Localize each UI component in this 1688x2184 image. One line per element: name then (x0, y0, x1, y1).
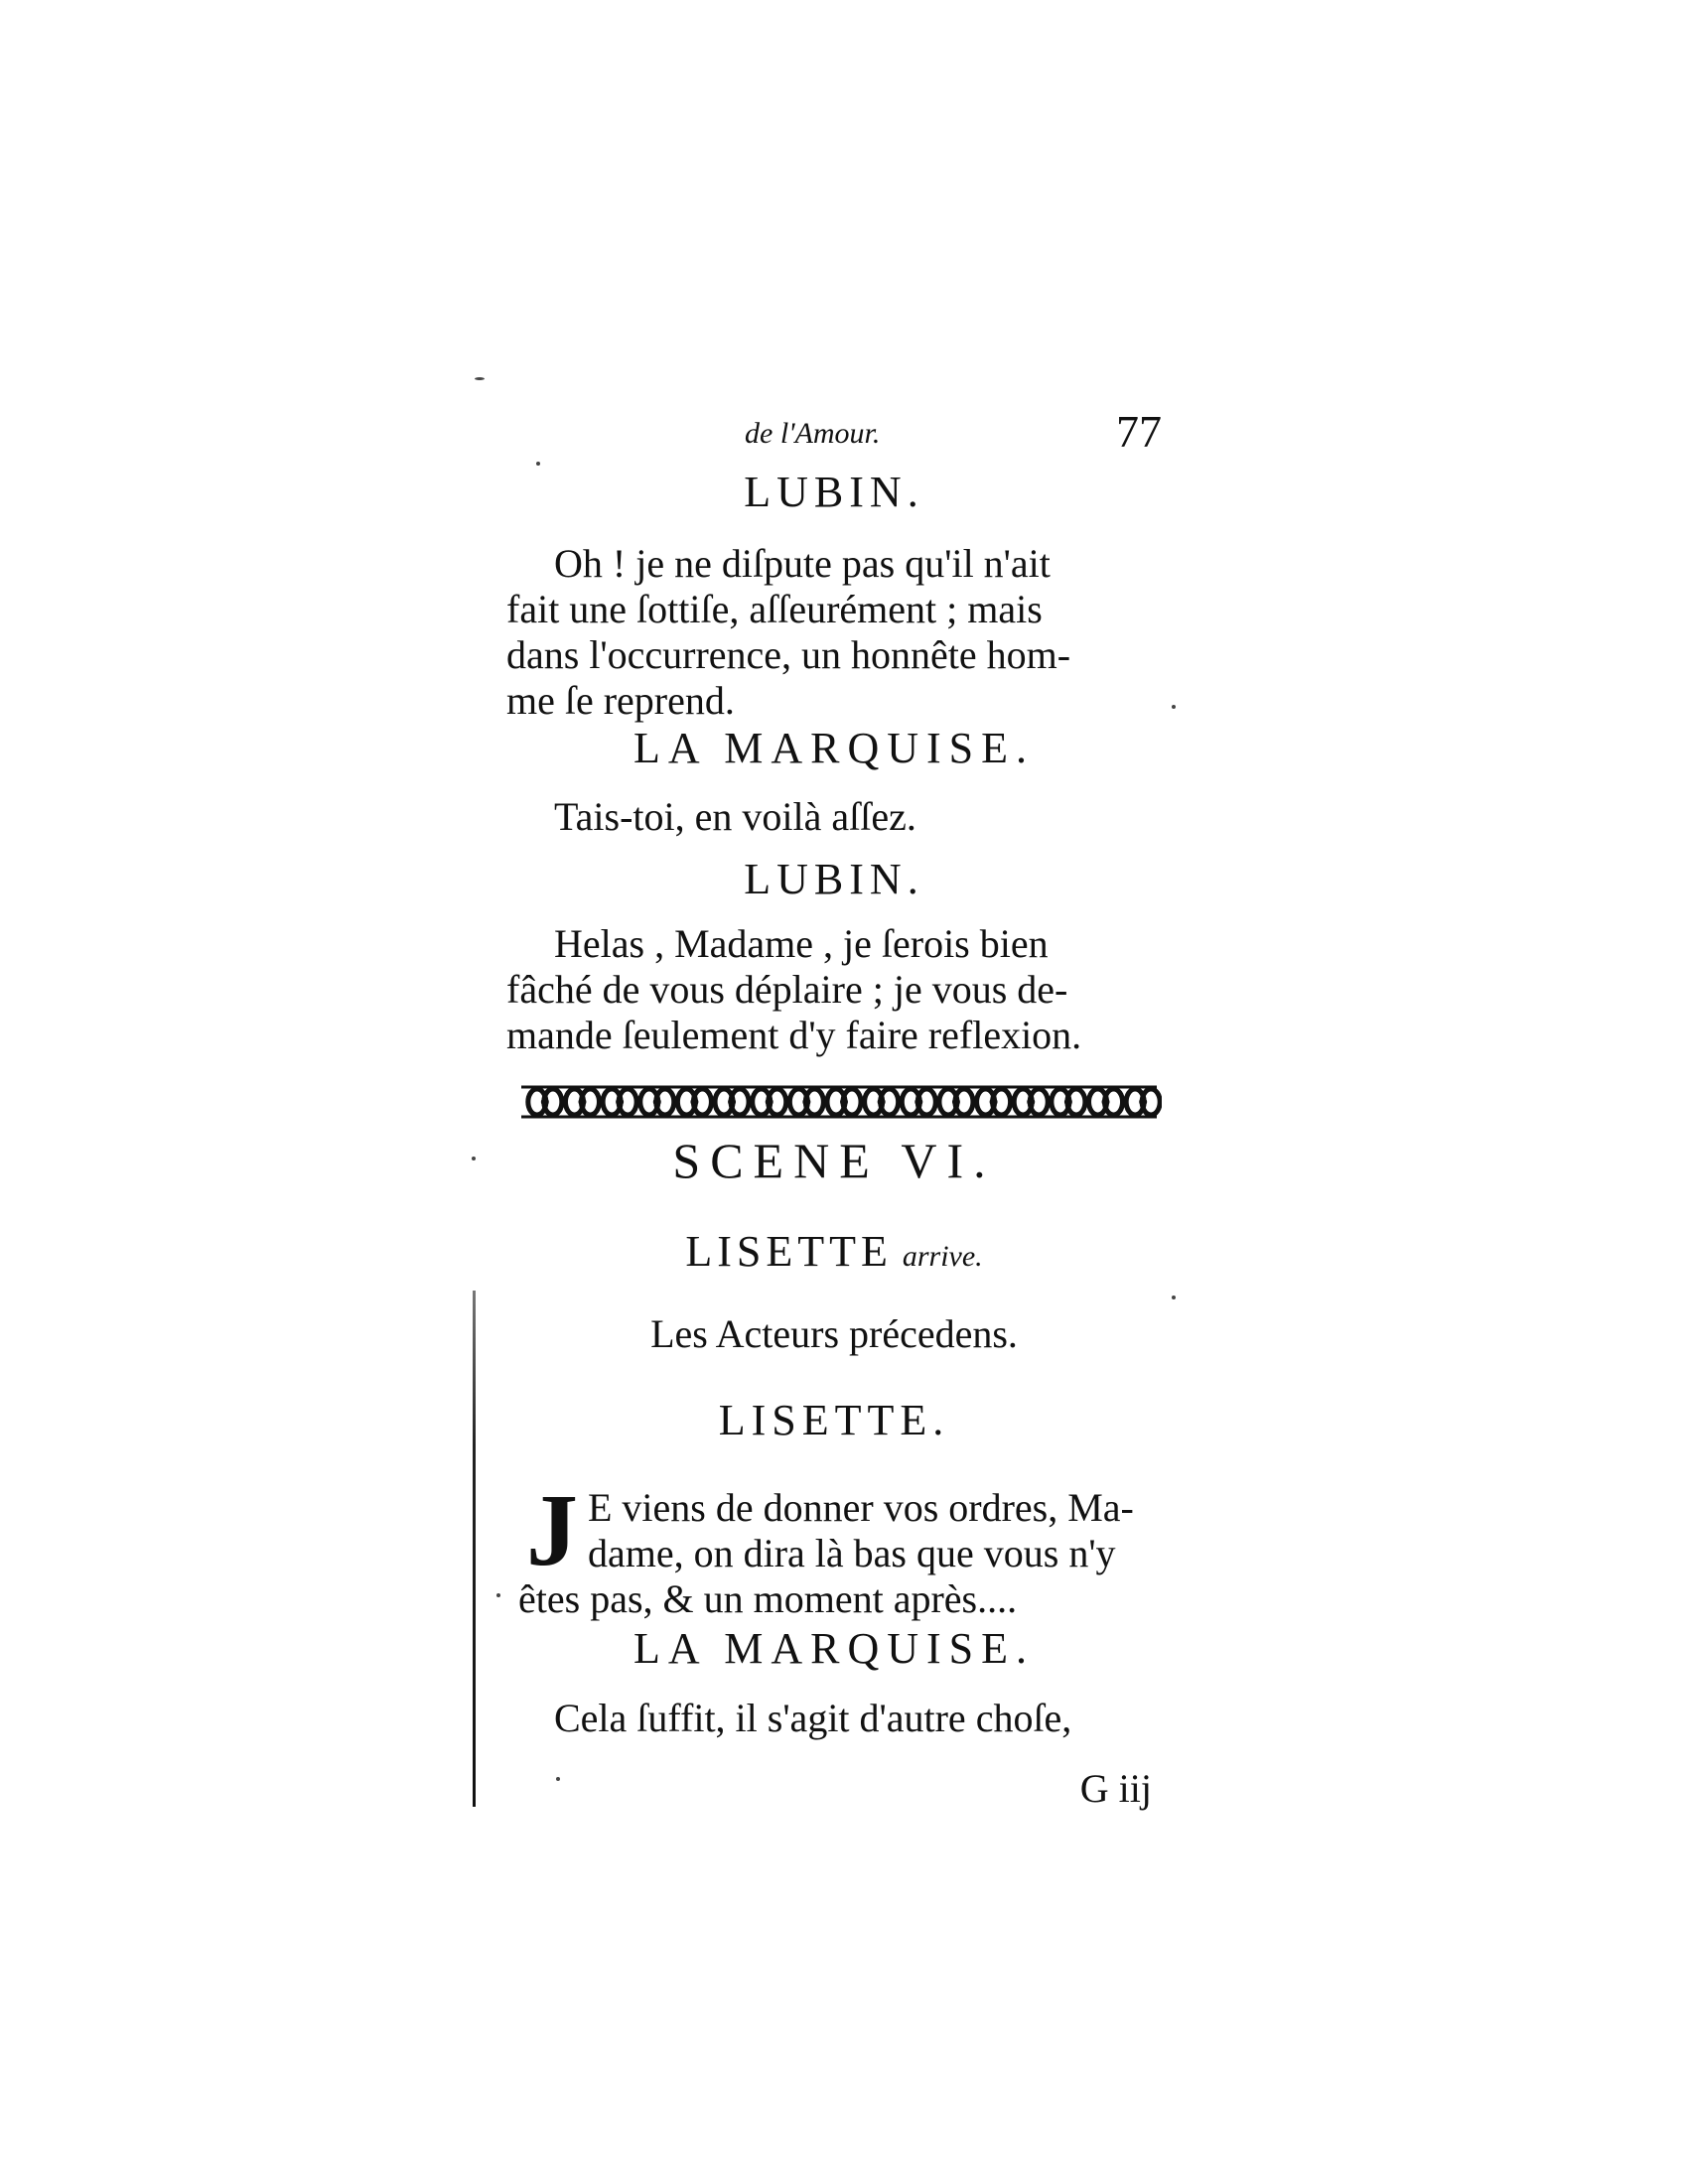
speech-line: Helas , Madame , je ſerois bien (554, 921, 1049, 966)
ornament-motif (865, 1089, 899, 1115)
character-name: LISETTE (685, 1227, 893, 1276)
character-entry (506, 1226, 1162, 1277)
ornament-band (516, 1079, 1162, 1125)
cast-line: Les Acteurs précedens. (650, 1311, 1018, 1356)
running-head (506, 405, 1162, 465)
ornament-motif (789, 1089, 823, 1115)
ink-speck (1172, 705, 1176, 709)
speech-line: me ſe reprend. (506, 678, 735, 723)
ornament-motif (715, 1089, 749, 1115)
speech-paragraph (506, 794, 1162, 840)
ink-speck (496, 1593, 500, 1597)
ornament-motif (1126, 1089, 1160, 1115)
ornament-motif (753, 1089, 786, 1115)
ink-speck (556, 1777, 560, 1781)
running-title: de l'Amour. (745, 417, 881, 450)
ornament-motif (977, 1089, 1011, 1115)
ornament-motif (1014, 1089, 1048, 1115)
speech-paragraph (506, 921, 1162, 1058)
speech-paragraph (518, 1473, 1162, 1622)
ornament-motif (939, 1089, 973, 1115)
signature-mark: G iij (1079, 1766, 1152, 1811)
speech-line: êtes pas, & un moment après.... (518, 1576, 1018, 1621)
ink-speck (1172, 1296, 1176, 1299)
speech-line: E viens de donner vos ordres, Ma- (588, 1485, 1134, 1530)
drop-cap: J (526, 1473, 578, 1587)
speech-paragraph (506, 1696, 1162, 1741)
speech-line: mande ſeulement d'y faire reflexion. (506, 1013, 1082, 1057)
ink-speck (536, 462, 540, 466)
speaker-name: LUBIN. (744, 468, 924, 516)
speaker-name: LISETTE. (718, 1396, 950, 1444)
stage-direction: arrive. (902, 1240, 983, 1273)
speech-line: Oh ! je ne diſpute pas qu'il n'ait (554, 541, 1051, 586)
ink-speck (475, 377, 485, 380)
binding-edge (473, 1291, 476, 1807)
ornament-motif (827, 1089, 861, 1115)
ornament-motif (528, 1089, 562, 1115)
ink-speck (472, 1157, 476, 1160)
speaker-name: LA MARQUISE. (633, 1624, 1036, 1673)
ornament-motif (640, 1089, 674, 1115)
speech-line: Tais-toi, en voilà aſſez. (554, 794, 916, 839)
speech-paragraph (506, 541, 1162, 724)
scene-title: SCENE VI. (672, 1133, 996, 1188)
ornament-motif (1089, 1089, 1123, 1115)
speech-line: Cela ſuffit, il s'agit d'autre choſe, (554, 1696, 1072, 1740)
speech-line: fait une ſottiſe, aſſeurément ; mais (506, 587, 1043, 631)
speech-line: fâché de vous déplaire ; je vous de- (506, 967, 1068, 1012)
ornament-motif (603, 1089, 636, 1115)
speech-line: dans l'occurrence, un honnête hom- (506, 632, 1071, 677)
ornament-motif (902, 1089, 935, 1115)
page-number: 77 (1116, 406, 1162, 457)
ornament-motif (565, 1089, 599, 1115)
ornament-motif (1052, 1089, 1085, 1115)
ornament-motif (677, 1089, 711, 1115)
speaker-name: LA MARQUISE. (633, 724, 1036, 772)
speech-line: dame, on dira là bas que vous n'y (588, 1531, 1116, 1575)
speaker-name: LUBIN. (744, 855, 924, 903)
